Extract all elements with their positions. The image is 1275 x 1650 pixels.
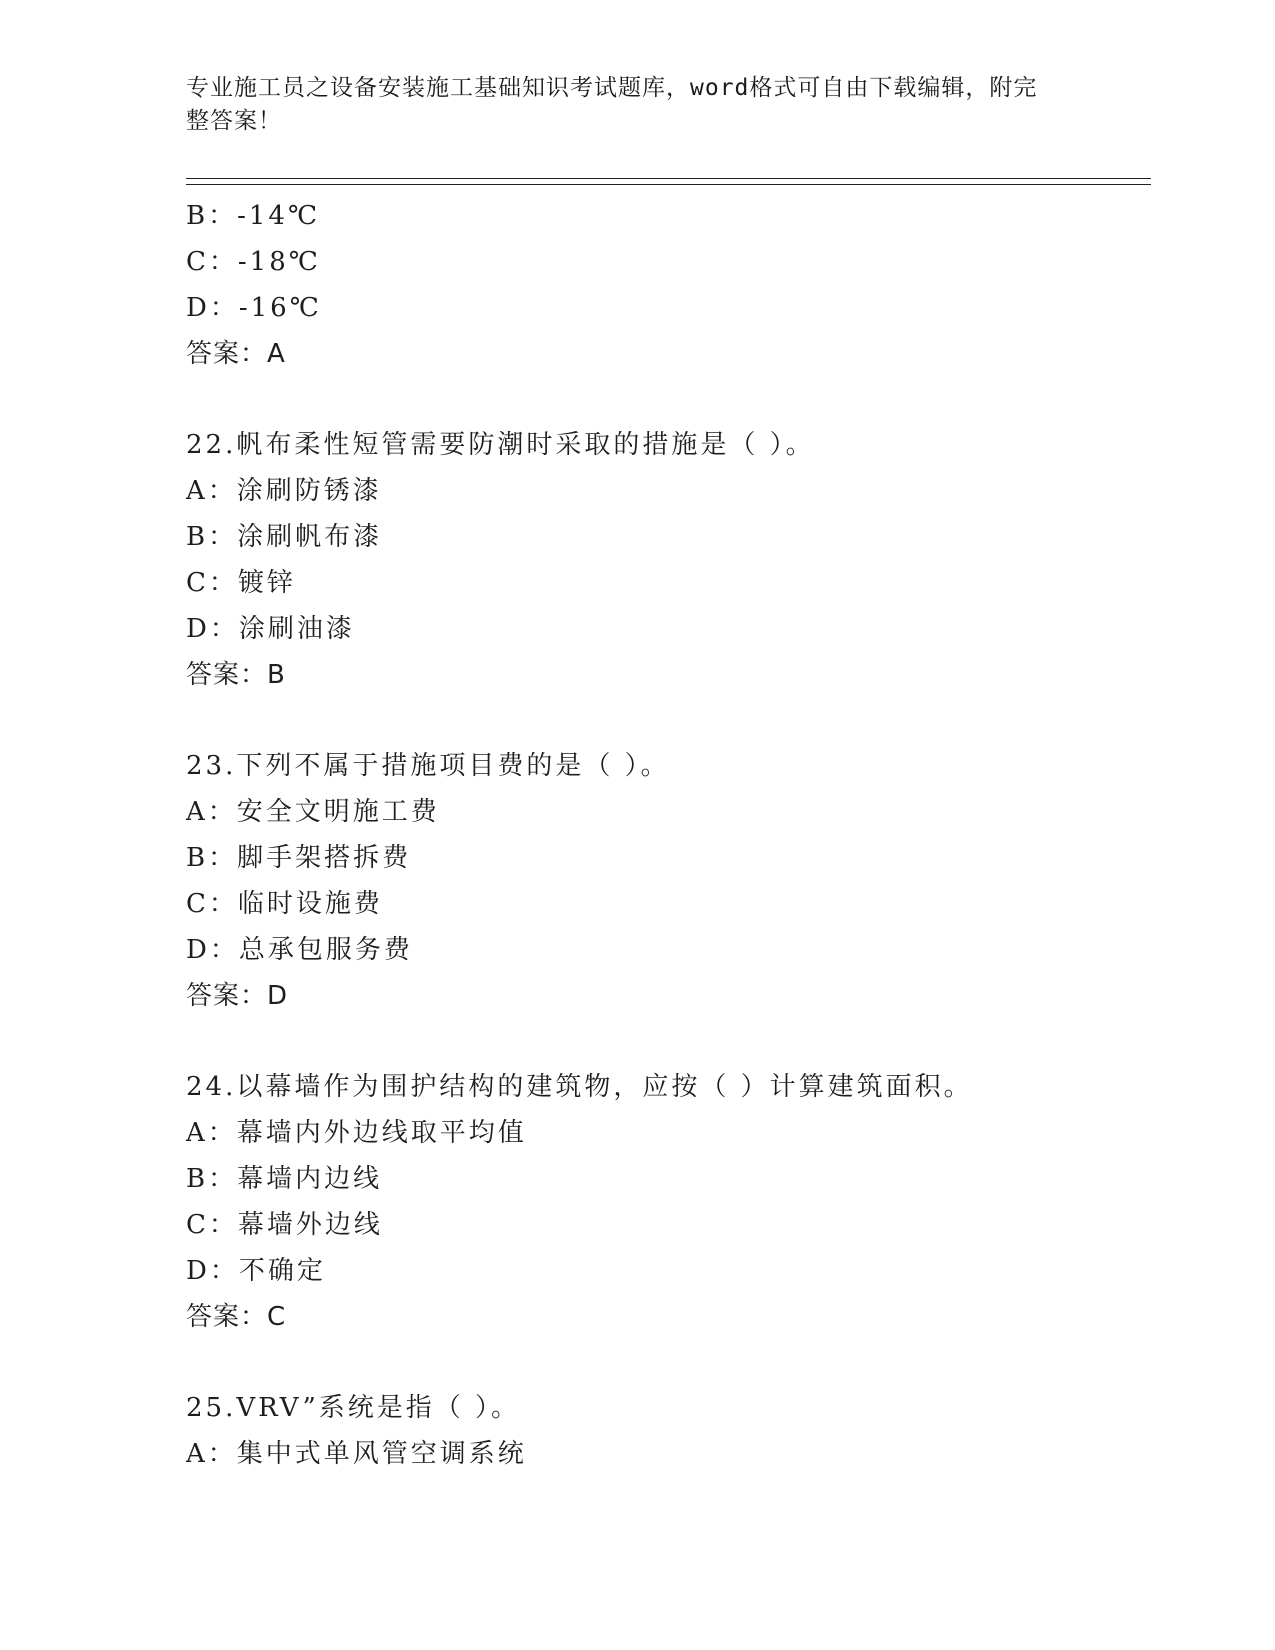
header-divider-top: [186, 178, 1151, 179]
option-c: C：临时设施费: [186, 889, 383, 919]
spacer: [186, 1019, 1151, 1064]
question-text: 25.VRV”系统是指（ ）。: [186, 1393, 521, 1423]
spacer: [186, 698, 1151, 743]
option-a: A：涂刷防锈漆: [186, 476, 382, 506]
question-list: [186, 193, 1151, 1477]
question-block-21: [186, 193, 1151, 377]
option-b: B：-14℃: [186, 201, 321, 231]
option-d: D：不确定: [186, 1256, 326, 1286]
option-b: B：脚手架搭拆费: [186, 843, 412, 873]
option-d: D：总承包服务费: [186, 935, 413, 965]
option-a: A：幕墙内外边线取平均值: [186, 1118, 527, 1148]
question-text: 24.以幕墙作为围护结构的建筑物，应按（ ）计算建筑面积。: [186, 1072, 973, 1102]
option-d: D：涂刷油漆: [186, 614, 355, 644]
answer-line: 答案：A: [186, 339, 286, 369]
document-header: [186, 72, 1076, 138]
spacer: [186, 377, 1151, 422]
option-b: B：涂刷帆布漆: [186, 522, 383, 552]
question-block-25: [186, 1385, 1151, 1477]
question-block-23: [186, 743, 1151, 1019]
question-text: 23.下列不属于措施项目费的是（ ）。: [186, 751, 670, 781]
answer-line: 答案：D: [186, 981, 289, 1011]
header-line-2: 整答案！: [186, 108, 282, 134]
option-b: B：幕墙内边线: [186, 1164, 383, 1194]
answer-line: 答案：C: [186, 1302, 287, 1332]
answer-line: 答案：B: [186, 660, 286, 690]
option-a: A：安全文明施工费: [186, 797, 440, 827]
question-block-22: [186, 422, 1151, 698]
option-c: C：镀锌: [186, 568, 296, 598]
option-d: D：-16℃: [186, 293, 322, 323]
option-a: A：集中式单风管空调系统: [186, 1439, 527, 1469]
header-line-1: 专业施工员之设备安装施工基础知识考试题库，word格式可自由下载编辑，附完: [186, 75, 1038, 101]
option-c: C：幕墙外边线: [186, 1210, 383, 1240]
question-text: 22.帆布柔性短管需要防潮时采取的措施是（ ）。: [186, 430, 815, 460]
question-block-24: [186, 1064, 1151, 1340]
spacer: [186, 1340, 1151, 1385]
option-c: C：-18℃: [186, 247, 321, 277]
header-divider-bottom: [186, 184, 1151, 185]
